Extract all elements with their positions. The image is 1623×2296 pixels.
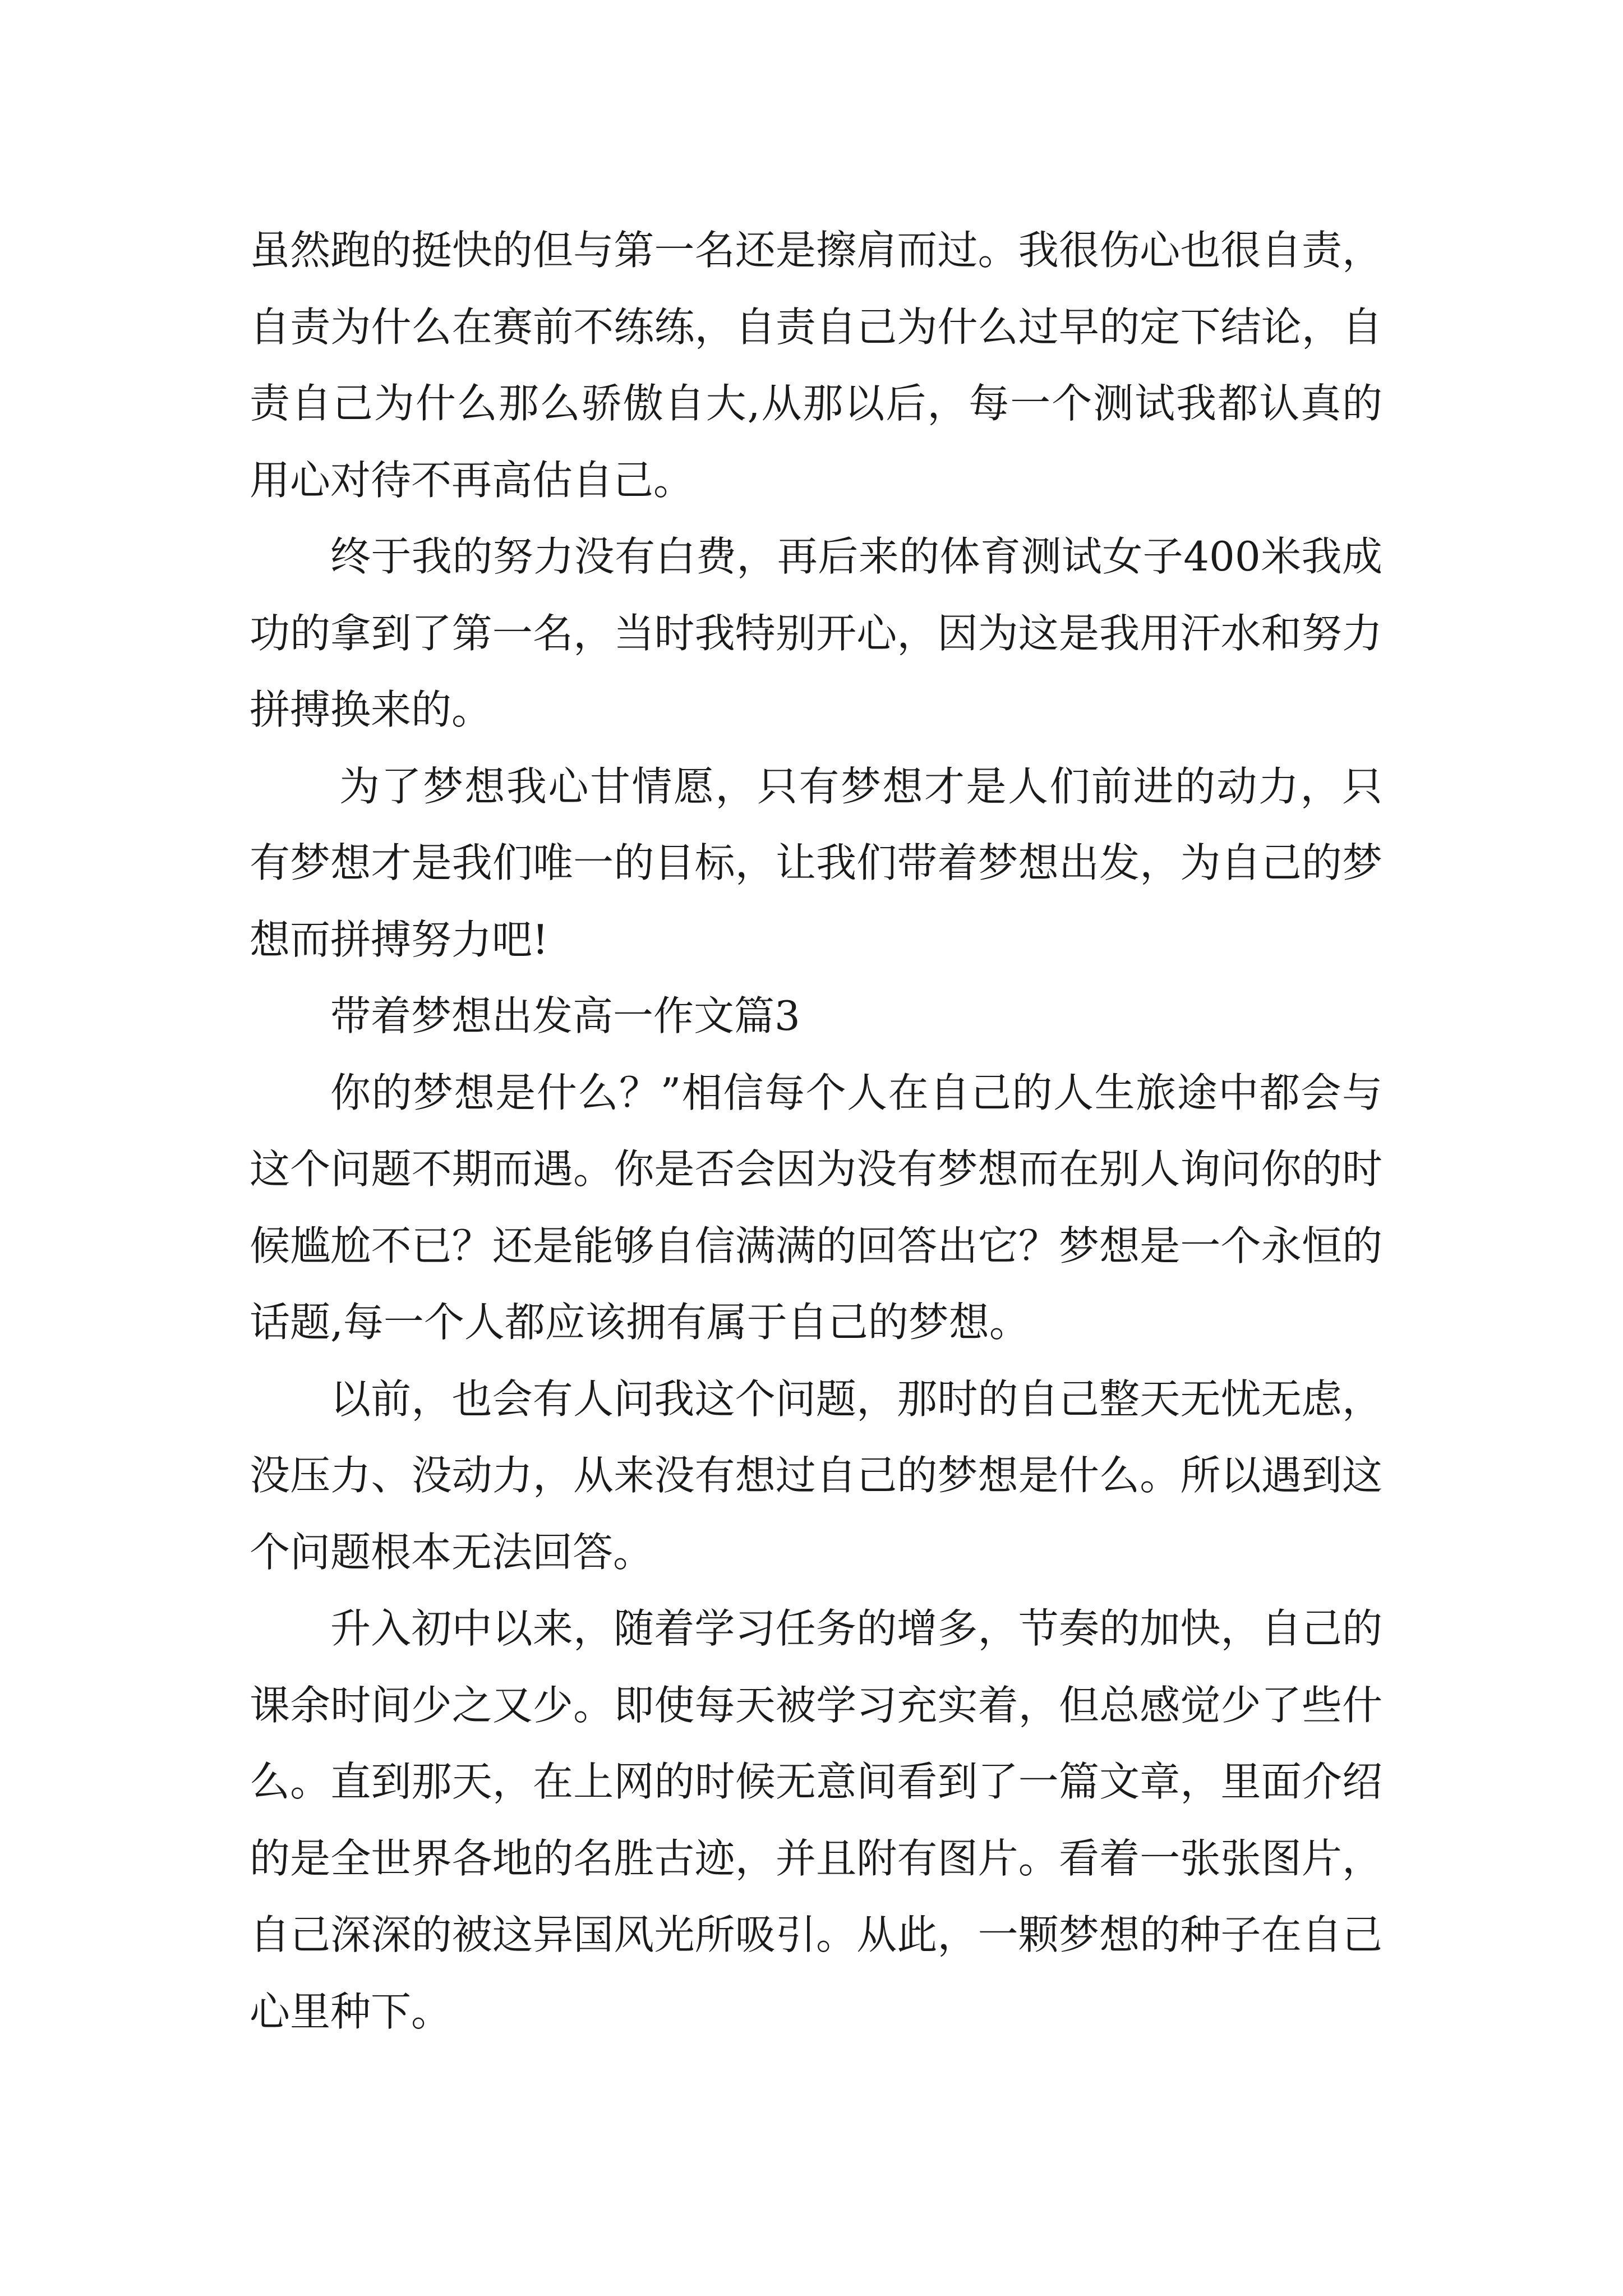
paragraph-past-no-dream: 以前，也会有人问我这个问题，那时的自己整天无忧无虑，没压力、没动力，从来没有想过自己的梦想是什么。所以遇到这个问题根本无法回答。 [250,1375,1382,1576]
document-body [250,212,1382,2050]
paragraph-400m-first-place: 终于我的努力没有白费，再后来的体育测试女子400米我成功的拿到了第一名，当时我特别开心，因为这是我用汗水和努力拼搏换来的。 [250,533,1382,733]
paragraph-dream-motivation: 为了梦想我心甘情愿，只有梦想才是人们前进的动力，只有梦想才是我们唯一的目标，让我们带着梦想出发，为自己的梦想而拼搏努力吧! [250,762,1382,963]
paragraph-what-is-your-dream: 你的梦想是什么？”相信每个人在自己的人生旅途中都会与这个问题不期而遇。你是否会因为没有梦想而在别人询问你的时候尴尬不已？还是能够自信满满的回答出它？梦想是一个永恒的话题,每一个人都应该拥有属于自己的梦想。 [250,1069,1382,1346]
paragraph-middle-school-dream-seed: 升入初中以来，随着学习任务的增多，节奏的加快，自己的课余时间少之又少。即使每天被学习充实着，但总感觉少了些什么。直到那天，在上网的时候无意间看到了一篇文章，里面介绍的是全世界各地的名胜古迹，并且附有图片。看着一张张图片，自己深深的被这异国风光所吸引。从此，一颗梦想的种子在自己心里种下。 [250,1605,1382,2035]
paragraph-exam-result: 虽然跑的挺快的但与第一名还是擦肩而过。我很伤心也很自责，自责为什么在赛前不练练，自责自己为什么过早的定下结论，自责自己为什么那么骄傲自大,从那以后，每一个测试我都认真的用心对待不再高估自己。 [250,227,1382,504]
section-heading: 带着梦想出发高一作文篇3 [330,992,800,1039]
